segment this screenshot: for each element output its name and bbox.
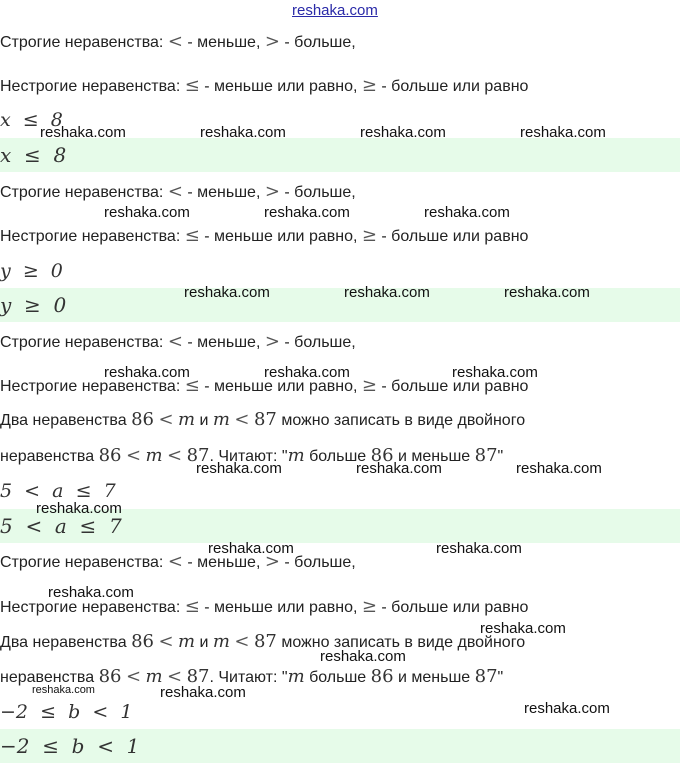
num-86: 86: [131, 409, 154, 430]
num-86: 86: [98, 666, 122, 687]
strict-prefix: Строгие неравенства:: [0, 34, 168, 51]
gt-label: - больше,: [279, 34, 356, 51]
watermark: reshaka.com: [264, 204, 350, 221]
le-label: - меньше или равно,: [199, 228, 362, 245]
strict-inequalities-line: [0, 552, 680, 573]
watermark: reshaka.com: [344, 284, 430, 301]
lt-symbol: <: [125, 445, 142, 466]
gt-symbol: >: [264, 551, 280, 572]
watermark: reshaka.com: [504, 284, 590, 301]
num-87: 87: [253, 631, 277, 652]
gt-label: - больше,: [279, 554, 356, 571]
nonstrict-inequalities-line: [0, 226, 680, 247]
double-inequality-line-1: [0, 410, 680, 431]
strict-prefix: Строгие неравенства:: [0, 334, 168, 351]
watermark: reshaka.com: [436, 540, 522, 557]
answer-5-lt-a-le-7: 5 < a ≤ 7: [0, 514, 122, 538]
expression-x-le-8: x ≤ 8: [0, 109, 63, 131]
and-word: и: [195, 412, 213, 429]
le-symbol: ≤: [184, 375, 200, 396]
watermark: reshaka.com: [36, 500, 122, 517]
lt-label: - меньше,: [182, 554, 265, 571]
site-link[interactable]: reshaka.com: [292, 2, 378, 19]
var-m: m: [177, 631, 196, 652]
gt-symbol: >: [264, 181, 280, 202]
ge-symbol: ≥: [361, 596, 377, 617]
double-prefix-2: неравенства: [0, 448, 99, 465]
lt-symbol: <: [167, 331, 183, 352]
answer-x-le-8: x ≤ 8: [0, 143, 67, 167]
le-symbol: ≤: [184, 596, 200, 617]
watermark: reshaka.com: [200, 124, 286, 141]
nonstrict-inequalities-line: [0, 76, 680, 97]
watermark: reshaka.com: [520, 124, 606, 141]
num-87: 87: [474, 666, 498, 687]
watermark: reshaka.com: [104, 204, 190, 221]
reads-word: . Читают: ": [209, 448, 288, 465]
watermark: reshaka.com: [32, 684, 95, 696]
expression-y-ge-0: y ≥ 0: [0, 260, 63, 282]
var-m: m: [177, 409, 196, 430]
var-m: m: [212, 409, 230, 430]
var-m: m: [287, 666, 305, 687]
var-m: m: [145, 445, 163, 466]
close-quote: ": [497, 448, 504, 465]
more-word: больше: [304, 448, 371, 465]
ge-label: - больше или равно: [376, 378, 529, 395]
var-m: m: [145, 666, 163, 687]
gt-symbol: >: [264, 331, 280, 352]
expression-minus2-le-b-lt-1: −2 ≤ b < 1: [0, 701, 133, 723]
nonstrict-prefix: Нестрогие неравенства:: [0, 378, 185, 395]
watermark: reshaka.com: [516, 460, 602, 477]
lt-symbol: <: [167, 31, 183, 52]
and-word: и: [195, 634, 213, 651]
answer-y-ge-0: y ≥ 0: [0, 293, 67, 317]
double-prefix: Два неравенства: [0, 412, 132, 429]
ge-symbol: ≥: [361, 375, 377, 396]
strict-inequalities-line: [0, 332, 680, 353]
watermark: reshaka.com: [524, 700, 610, 717]
ge-label: - больше или равно: [376, 228, 529, 245]
gt-label: - больше,: [279, 334, 356, 351]
var-m: m: [212, 631, 230, 652]
lt-symbol: <: [167, 666, 183, 687]
watermark: reshaka.com: [208, 540, 294, 557]
watermark: reshaka.com: [320, 648, 406, 665]
watermark: reshaka.com: [424, 204, 510, 221]
nonstrict-prefix: Нестрогие неравенства:: [0, 78, 185, 95]
strict-inequalities-line: [0, 182, 680, 203]
answer-row: [0, 729, 680, 763]
watermark: reshaka.com: [264, 364, 350, 381]
ge-label: - больше или равно: [376, 599, 529, 616]
nonstrict-prefix: Нестрогие неравенства:: [0, 599, 185, 616]
ge-label: - больше или равно: [376, 78, 529, 95]
watermark: reshaka.com: [360, 124, 446, 141]
lt-label: - меньше,: [182, 34, 265, 51]
num-87: 87: [253, 409, 277, 430]
num-86: 86: [370, 445, 394, 466]
lt-symbol: <: [167, 445, 183, 466]
strict-prefix: Строгие неравенства:: [0, 184, 168, 201]
le-label: - меньше или равно,: [199, 78, 362, 95]
lt-symbol: <: [234, 409, 250, 430]
reads-word: . Читают: ": [209, 669, 288, 686]
le-label: - меньше или равно,: [199, 378, 362, 395]
num-86: 86: [370, 666, 394, 687]
less-word: и меньше: [393, 448, 475, 465]
lt-symbol: <: [125, 666, 142, 687]
ge-symbol: ≥: [361, 225, 377, 246]
watermark: reshaka.com: [160, 684, 246, 701]
watermark: reshaka.com: [184, 284, 270, 301]
nonstrict-prefix: Нестрогие неравенства:: [0, 228, 185, 245]
gt-symbol: >: [264, 31, 280, 52]
watermark: reshaka.com: [480, 620, 566, 637]
strict-inequalities-line: [0, 32, 680, 53]
num-87: 87: [474, 445, 498, 466]
watermark: reshaka.com: [452, 364, 538, 381]
num-86: 86: [131, 631, 154, 652]
le-symbol: ≤: [184, 225, 200, 246]
double-prefix-2: неравенства: [0, 669, 99, 686]
less-word: и меньше: [393, 669, 475, 686]
watermark: reshaka.com: [196, 460, 282, 477]
double-suffix: можно записать в виде двойного: [276, 634, 526, 651]
expression-5-lt-a-le-7: 5 < a ≤ 7: [0, 480, 116, 502]
more-word: больше: [304, 669, 371, 686]
double-prefix: Два неравенства: [0, 634, 132, 651]
lt-symbol: <: [158, 409, 174, 430]
strict-prefix: Строгие неравенства:: [0, 554, 168, 571]
le-label: - меньше или равно,: [199, 599, 362, 616]
ge-symbol: ≥: [361, 75, 377, 96]
num-86: 86: [98, 445, 122, 466]
answer-minus2-le-b-lt-1: −2 ≤ b < 1: [0, 734, 140, 758]
num-87: 87: [186, 666, 210, 687]
num-87: 87: [186, 445, 210, 466]
lt-symbol: <: [158, 631, 174, 652]
lt-symbol: <: [167, 181, 183, 202]
double-suffix: можно записать в виде двойного: [276, 412, 526, 429]
lt-label: - меньше,: [182, 334, 265, 351]
le-symbol: ≤: [184, 75, 200, 96]
watermark: reshaka.com: [104, 364, 190, 381]
answer-row: [0, 138, 680, 172]
double-inequality-line-2: [0, 667, 680, 688]
var-m: m: [287, 445, 305, 466]
watermark: reshaka.com: [48, 584, 134, 601]
watermark: reshaka.com: [40, 124, 126, 141]
watermark: reshaka.com: [356, 460, 442, 477]
lt-symbol: <: [167, 551, 183, 572]
gt-label: - больше,: [279, 184, 356, 201]
lt-label: - меньше,: [182, 184, 265, 201]
close-quote: ": [497, 669, 504, 686]
lt-symbol: <: [234, 631, 250, 652]
